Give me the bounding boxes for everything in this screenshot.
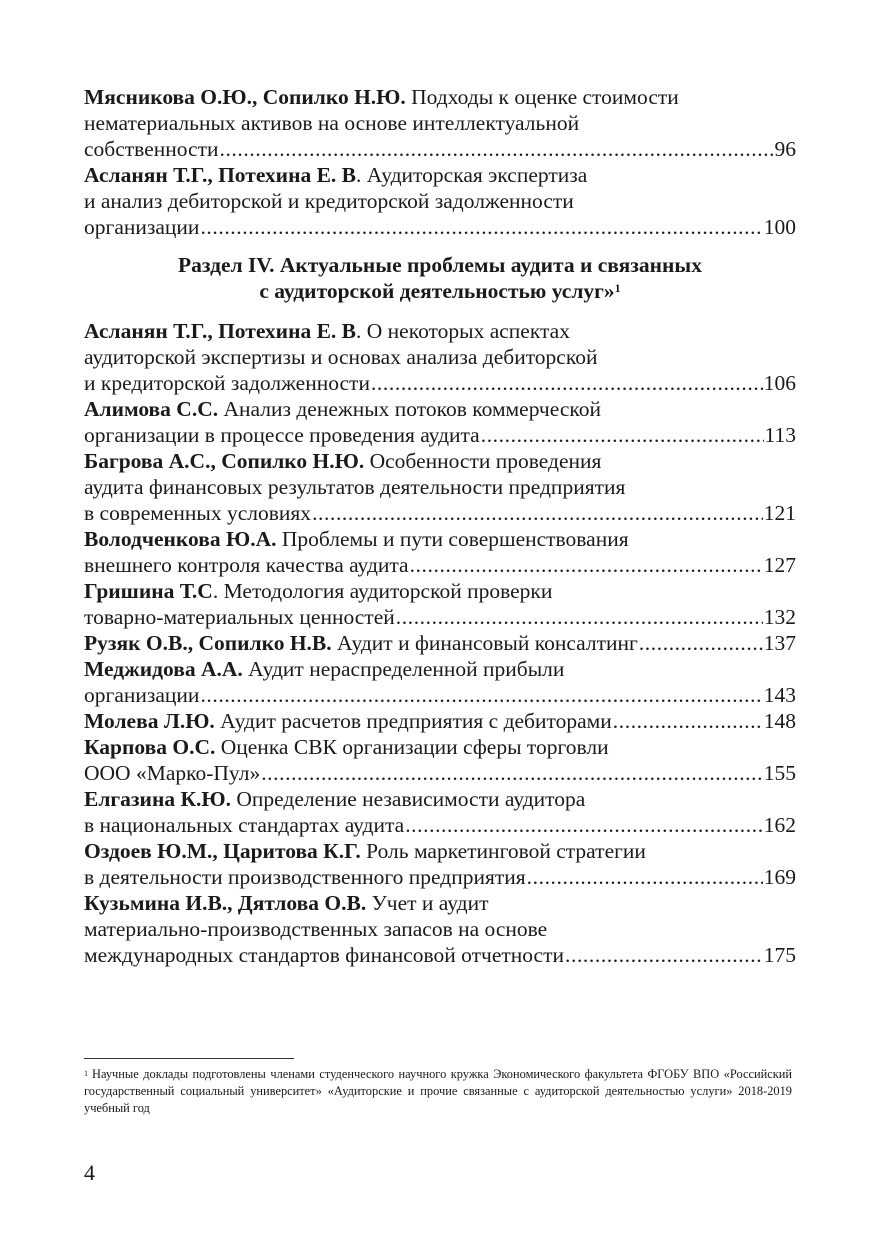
toc-entry-line — [84, 188, 796, 214]
dot-leader — [613, 708, 763, 734]
toc-entry-text — [84, 864, 526, 890]
toc-entry-authors: Карпова О.С. — [84, 735, 216, 759]
toc-entry-text — [84, 630, 638, 656]
toc-entry-text — [84, 656, 564, 682]
toc-entry-text — [84, 84, 679, 110]
toc-entry-title: Анализ денежных потоков коммерческой — [218, 397, 601, 421]
dot-leader — [219, 136, 773, 162]
toc-entry-text — [84, 526, 629, 552]
toc-entry-line — [84, 760, 796, 786]
table-of-contents — [84, 84, 796, 968]
section-title-line1: Раздел IV. Актуальные проблемы аудита и связанных — [178, 253, 702, 277]
section-title-line2 — [84, 278, 796, 304]
toc-entry-authors: Молева Л.Ю. — [84, 709, 215, 733]
toc-entry-authors: Кузьмина И.В., Дятлова О.В. — [84, 891, 367, 915]
toc-entry[interactable] — [84, 734, 796, 786]
toc-entry-page-number: 155 — [763, 761, 796, 785]
toc-entry-authors: Рузяк О.В., Сопилко Н.В. — [84, 631, 332, 655]
toc-entry-title: Аудит и финансовый консалтинг — [331, 631, 638, 655]
toc-entry-text — [84, 422, 480, 448]
toc-entry-line — [84, 422, 796, 448]
toc-entry[interactable] — [84, 396, 796, 448]
dot-leader — [565, 942, 763, 968]
toc-entry-title: аудиторской экспертизы и основах анализа дебиторской — [84, 345, 598, 369]
toc-entry-title: организации — [84, 215, 200, 239]
toc-entries-before-section — [84, 84, 796, 240]
dot-leader — [639, 630, 763, 656]
toc-entry-text — [84, 474, 625, 500]
toc-entry-title: . Методология аудиторской проверки — [212, 579, 553, 603]
toc-entry-line — [84, 84, 796, 110]
toc-entry-line — [84, 656, 796, 682]
toc-entry-text — [84, 318, 570, 344]
toc-entry-title: нематериальных активов на основе интеллектуальной — [84, 111, 580, 135]
toc-entry-text — [84, 136, 218, 162]
toc-entry-line — [84, 474, 796, 500]
toc-entry-title: Роль маркетинговой стратегии — [360, 839, 646, 863]
toc-entry-line — [84, 162, 796, 188]
toc-entry-page-number: 96 — [774, 137, 796, 161]
toc-entry-page-number: 100 — [763, 215, 796, 239]
toc-entry-authors: Гришина Т.С — [84, 579, 213, 603]
toc-entry-title: и анализ дебиторской и кредиторской задолженности — [84, 189, 574, 213]
toc-entry-title: Проблемы и пути совершенствования — [276, 527, 629, 551]
toc-entry-text — [84, 110, 579, 136]
footnote-reference: 1 — [614, 281, 621, 295]
toc-entry-page-number: 175 — [763, 943, 796, 967]
toc-entry-text — [84, 370, 370, 396]
toc-entry-page-number: 148 — [763, 709, 796, 733]
dot-leader — [481, 422, 764, 448]
toc-entry-title: организации в процессе проведения аудита — [84, 423, 480, 447]
toc-entry-text — [84, 214, 199, 240]
toc-entry[interactable] — [84, 162, 796, 240]
toc-entry-text — [84, 604, 395, 630]
toc-entry-title: товарно-материальных ценностей — [84, 605, 395, 629]
toc-entry-text — [84, 682, 199, 708]
toc-entries-after-section — [84, 318, 796, 968]
toc-entry-text — [84, 734, 609, 760]
toc-entry-authors: Багрова А.С., Сопилко Н.Ю. — [84, 449, 365, 473]
toc-entry[interactable] — [84, 526, 796, 578]
toc-entry-text — [84, 552, 409, 578]
toc-entry-page-number: 162 — [763, 813, 796, 837]
toc-entry-title: в современных условиях — [84, 501, 312, 525]
toc-entry[interactable] — [84, 838, 796, 890]
dot-leader — [200, 682, 762, 708]
dot-leader — [200, 214, 762, 240]
dot-leader — [261, 760, 763, 786]
toc-entry-line — [84, 682, 796, 708]
toc-entry-line — [84, 396, 796, 422]
toc-entry-text — [84, 916, 547, 942]
toc-entry-line — [84, 890, 796, 916]
toc-entry-title: Особенности проведения — [364, 449, 602, 473]
toc-entry-title: в национальных стандартах аудита — [84, 813, 405, 837]
toc-entry-title: Подходы к оценке стоимости — [405, 85, 679, 109]
toc-entry-title: и кредиторской задолженности — [84, 371, 370, 395]
toc-entry-authors: Меджидова А.А. — [84, 657, 243, 681]
toc-entry-page-number: 143 — [763, 683, 796, 707]
toc-entry-line — [84, 110, 796, 136]
toc-entry-title: Определение независимости аудитора — [231, 787, 586, 811]
toc-entry-line — [84, 604, 796, 630]
toc-entry[interactable] — [84, 448, 796, 526]
toc-entry-title: в деятельности производственного предприятия — [84, 865, 526, 889]
toc-entry-line — [84, 708, 796, 734]
toc-entry-title: Учет и аудит — [366, 891, 489, 915]
footnote-text: Научные доклады подготовлены членами студенческого научного кружка Экономического факультета ФГОБУ ВПО «Российский государственный социальный университет» «Аудиторские и прочие связанные с аудиторской деятельностью услуги» 2018-2019 учебный год — [84, 1067, 792, 1115]
toc-entry-line — [84, 448, 796, 474]
toc-entry-authors: Елгазина К.Ю. — [84, 787, 232, 811]
toc-entry[interactable] — [84, 84, 796, 162]
toc-entry[interactable] — [84, 656, 796, 708]
toc-entry-line — [84, 136, 796, 162]
toc-entry-page-number: 137 — [763, 631, 796, 655]
toc-entry[interactable] — [84, 708, 796, 734]
toc-entry-line — [84, 578, 796, 604]
toc-entry-title: собственности — [84, 137, 219, 161]
footnote-divider — [84, 1058, 294, 1059]
toc-entry[interactable] — [84, 318, 796, 396]
toc-entry-title: ООО «Марко-Пул» — [84, 761, 261, 785]
toc-entry[interactable] — [84, 578, 796, 630]
toc-entry-line — [84, 786, 796, 812]
toc-entry-authors: Асланян Т.Г., Потехина Е. В — [84, 319, 357, 343]
toc-entry-text — [84, 344, 597, 370]
toc-entry-text — [84, 708, 612, 734]
toc-entry-text — [84, 500, 311, 526]
toc-entry-page-number: 169 — [763, 865, 796, 889]
footnote-mark: 1 — [84, 1069, 88, 1078]
toc-entry-title: международных стандартов финансовой отчетности — [84, 943, 564, 967]
toc-entry-title: . О некоторых аспектах — [356, 319, 570, 343]
toc-entry-line — [84, 812, 796, 838]
toc-entry-authors: Володченкова Ю.А. — [84, 527, 277, 551]
dot-leader — [527, 864, 763, 890]
toc-entry-line — [84, 864, 796, 890]
toc-entry-page-number: 106 — [763, 371, 796, 395]
toc-entry-page-number: 113 — [764, 423, 796, 447]
toc-entry-authors: Мясникова О.Ю., Сопилко Н.Ю. — [84, 85, 406, 109]
toc-entry-title: Аудит расчетов предприятия с дебиторами — [214, 709, 612, 733]
toc-entry-title: организации — [84, 683, 200, 707]
section-heading — [84, 252, 796, 304]
toc-entry-authors: Алимова С.С. — [84, 397, 219, 421]
toc-entry-line — [84, 318, 796, 344]
toc-entry-line — [84, 526, 796, 552]
toc-entry-title: . Аудиторская экспертиза — [356, 163, 588, 187]
toc-entry-page-number: 121 — [763, 501, 796, 525]
dot-leader — [405, 812, 763, 838]
toc-entry-line — [84, 552, 796, 578]
dot-leader — [312, 500, 763, 526]
toc-entry-text — [84, 188, 574, 214]
dot-leader — [371, 370, 763, 396]
toc-entry-line — [84, 838, 796, 864]
toc-entry-page-number: 132 — [763, 605, 796, 629]
toc-entry-text — [84, 942, 564, 968]
toc-entry-text — [84, 838, 646, 864]
toc-entry[interactable] — [84, 630, 796, 656]
toc-entry-line — [84, 916, 796, 942]
toc-entry[interactable] — [84, 786, 796, 838]
toc-entry-line — [84, 630, 796, 656]
toc-entry-page-number: 127 — [763, 553, 796, 577]
toc-entry-title: материально-производственных запасов на основе — [84, 917, 548, 941]
toc-entry-title: Оценка СВК организации сферы торговли — [215, 735, 609, 759]
toc-entry-authors: Оздоев Ю.М., Царитова К.Г. — [84, 839, 361, 863]
section-title-line2-text: с аудиторской деятельностью услуг» — [259, 279, 615, 303]
toc-entry-line — [84, 942, 796, 968]
toc-entry-line — [84, 734, 796, 760]
toc-entry-text — [84, 760, 260, 786]
page-number: 4 — [84, 1160, 95, 1185]
toc-entry-line — [84, 344, 796, 370]
toc-entry-text — [84, 578, 552, 604]
dot-leader — [396, 604, 763, 630]
toc-entry-text — [84, 890, 489, 916]
toc-entry[interactable] — [84, 890, 796, 968]
toc-entry-text — [84, 162, 587, 188]
footnote — [84, 1066, 792, 1117]
toc-entry-line — [84, 214, 796, 240]
toc-entry-text — [84, 786, 585, 812]
toc-entry-line — [84, 500, 796, 526]
toc-entry-authors: Асланян Т.Г., Потехина Е. В — [84, 163, 357, 187]
dot-leader — [410, 552, 763, 578]
toc-entry-text — [84, 812, 404, 838]
toc-entry-title: внешнего контроля качества аудита — [84, 553, 409, 577]
toc-entry-line — [84, 370, 796, 396]
toc-entry-text — [84, 396, 601, 422]
toc-entry-text — [84, 448, 601, 474]
toc-entry-title: аудита финансовых результатов деятельности предприятия — [84, 475, 626, 499]
toc-entry-title: Аудит нераспределенной прибыли — [242, 657, 565, 681]
